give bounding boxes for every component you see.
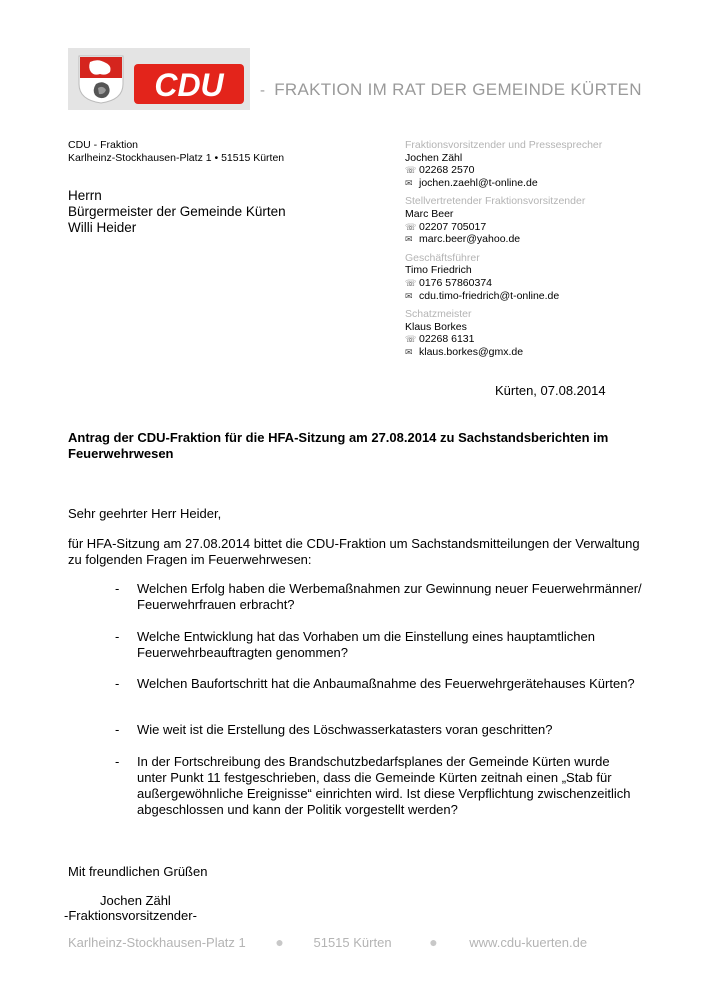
intro-paragraph: für HFA-Sitzung am 27.08.2014 bittet die CDU-Fraktion um Sachstandsmitteilungen der Verwaltung zu folgenden Fragen im Feuerwehrwesen: <box>68 536 640 567</box>
contact-list <box>405 139 655 365</box>
phone-icon: ☏ <box>405 221 417 232</box>
contact-email[interactable]: marc.beer@yahoo.de <box>419 233 521 246</box>
contact-email[interactable]: klaus.borkes@gmx.de <box>419 345 524 358</box>
contact-role: Stellvertretender Fraktionsvorsitzender <box>405 195 586 208</box>
list-bullet: - <box>115 629 120 644</box>
letter-date: Kürten, 07.08.2014 <box>495 383 606 398</box>
contact-name: Marc Beer <box>405 207 454 220</box>
title-dash: - <box>260 82 266 99</box>
contact-name: Timo Friedrich <box>405 264 472 277</box>
contact-phone: 02268 2570 <box>419 164 475 177</box>
footer-separator: ● <box>275 934 284 950</box>
signer-name: Jochen Zähl <box>100 893 171 908</box>
footer-address: Karlheinz-Stockhausen-Platz 1 <box>68 935 246 950</box>
envelope-icon: ✉ <box>405 177 413 188</box>
envelope-icon: ✉ <box>405 346 413 357</box>
letter-body <box>68 506 648 568</box>
footer <box>68 934 587 950</box>
list-bullet: - <box>115 581 120 596</box>
contact-role: Geschäftsführer <box>405 251 480 264</box>
title-text: FRAKTION IM RAT DER GEMEINDE KÜRTEN <box>274 80 642 99</box>
contact-role: Schatzmeister <box>405 308 472 321</box>
envelope-icon: ✉ <box>405 290 413 301</box>
svg-text:CDU: CDU <box>154 67 224 103</box>
sender-address <box>68 139 284 165</box>
contact-phone: 02268 6131 <box>419 333 475 346</box>
closing-phrase: Mit freundlichen Grüßen <box>68 864 208 879</box>
contact-entry <box>405 252 655 302</box>
page-title <box>260 80 642 100</box>
list-bullet: - <box>115 676 120 691</box>
contact-name: Jochen Zähl <box>405 151 463 164</box>
phone-icon: ☏ <box>405 334 417 345</box>
contact-phone: 0176 57860374 <box>419 276 492 289</box>
footer-city: 51515 Kürten <box>313 935 392 950</box>
contact-email[interactable]: jochen.zaehl@t-online.de <box>419 176 538 189</box>
letter-subject: Antrag der CDU-Fraktion für die HFA-Sitzung am 27.08.2014 zu Sachstandsberichten im Feuerwehrwesen <box>68 430 609 461</box>
envelope-icon: ✉ <box>405 234 413 245</box>
contact-email[interactable]: cdu.timo-friedrich@t-online.de <box>419 289 560 302</box>
question-text: Welchen Baufortschritt hat die Anbaumaßnahme des Feuerwehrgerätehauses Kürten? <box>137 676 635 691</box>
coat-of-arms-icon <box>76 54 126 104</box>
contact-phone: 02207 705017 <box>419 220 487 233</box>
logo-block <box>68 48 250 110</box>
cdu-logo <box>134 64 244 104</box>
list-bullet: - <box>115 754 120 769</box>
recipient-line: Willi Heider <box>68 220 137 235</box>
question-text: Welchen Erfolg haben die Werbemaßnahmen zur Gewinnung neuer Feuerwehrmänner/ Feuerwehrfrauen erbracht? <box>137 581 642 612</box>
footer-website-link[interactable]: www.cdu-kuerten.de <box>469 935 588 950</box>
recipient-address <box>68 188 286 236</box>
question-text: Welche Entwicklung hat das Vorhaben um die Einstellung eines hauptamtlichen Feuerwehrbeauftragten genommen? <box>137 629 595 660</box>
contact-entry <box>405 308 655 358</box>
recipient-line: Herrn <box>68 188 102 203</box>
sender-line: Karlheinz-Stockhausen-Platz 1 • 51515 Kürten <box>68 152 285 164</box>
question-text: In der Fortschreibung des Brandschutzbedarfsplanes der Gemeinde Kürten wurde unter Punkt 11 festgeschrieben, dass die Gemeinde Kürten zeitnah einen „Stab für außergewöhnliche Ereignisse“ einrichten wird. Ist diese Verpflichtung zwischenzeitlich abgeschlossen und kann der Politik vorgestellt werden? <box>137 754 631 817</box>
salutation: Sehr geehrter Herr Heider, <box>68 506 222 521</box>
contact-entry <box>405 195 655 245</box>
contact-role: Fraktionsvorsitzender und Pressesprecher <box>405 139 603 151</box>
sender-line: CDU - Fraktion <box>68 139 139 151</box>
contact-entry <box>405 139 655 189</box>
list-bullet: - <box>115 722 120 737</box>
question-text: Wie weit ist die Erstellung des Löschwasserkatasters voran geschritten? <box>137 722 553 737</box>
recipient-line: Bürgermeister der Gemeinde Kürten <box>68 204 286 219</box>
footer-separator: ● <box>429 934 438 950</box>
contact-name: Klaus Borkes <box>405 320 467 333</box>
phone-icon: ☏ <box>405 277 417 288</box>
phone-icon: ☏ <box>405 165 417 176</box>
signer-role: -Fraktionsvorsitzender- <box>64 908 197 923</box>
